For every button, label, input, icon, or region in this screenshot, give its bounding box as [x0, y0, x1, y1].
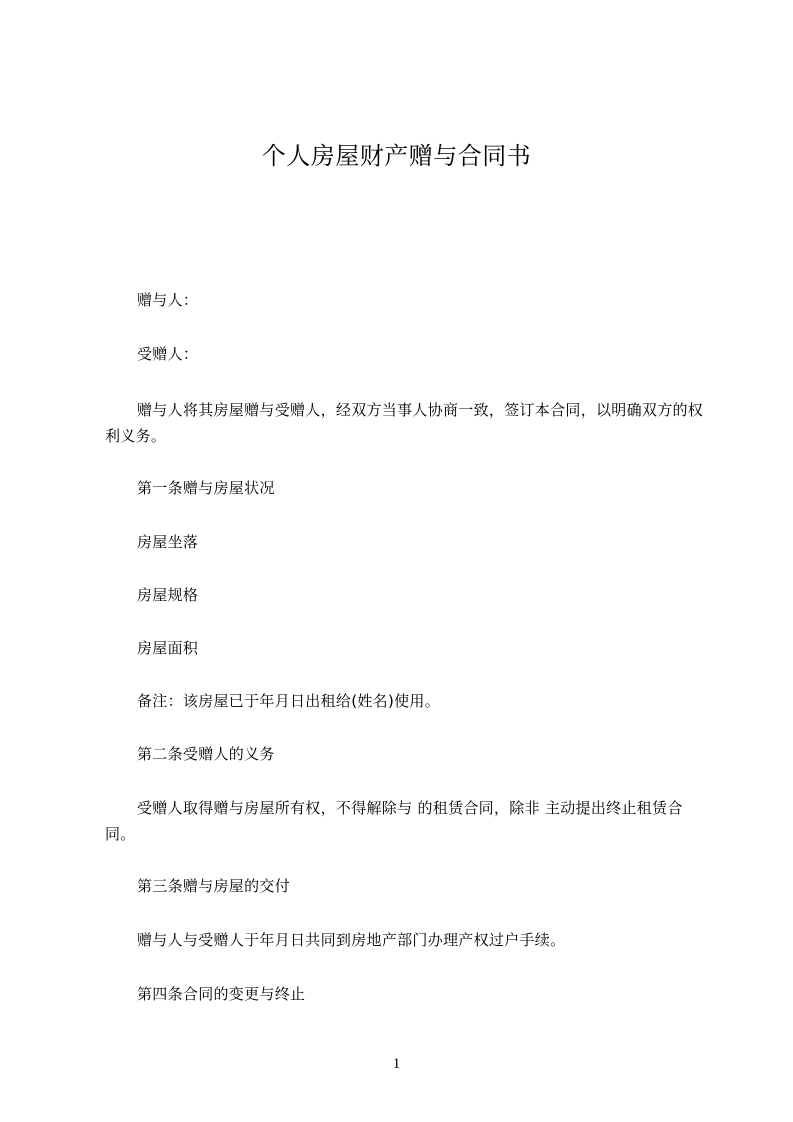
page-number: 1	[392, 1056, 401, 1072]
house-area-line: 房屋面积	[137, 639, 199, 657]
document-title: 个人房屋财产赠与合同书	[261, 142, 532, 170]
preamble-paragraph: 赠与人将其房屋赠与受赠人，经双方当事人协商一致，签订本合同，以明确双方的权利义务。	[105, 401, 704, 445]
article-3-heading: 第三条赠与房屋的交付	[137, 877, 291, 895]
house-location-line: 房屋坐落	[137, 533, 199, 551]
house-specification-line: 房屋规格	[137, 586, 199, 604]
donor-label: 赠与人：	[137, 291, 199, 309]
remark-line: 备注：该房屋已于年月日出租给(姓名)使用。	[137, 692, 441, 710]
article-2-heading: 第二条受赠人的义务	[137, 745, 275, 763]
article-2-paragraph: 受赠人取得赠与房屋所有权，不得解除与 的租赁合同，除非 主动提出终止租赁合同。	[105, 799, 683, 843]
recipient-label: 受赠人：	[137, 345, 199, 363]
article-1-heading: 第一条赠与房屋状况	[137, 479, 275, 497]
article-4-heading: 第四条合同的变更与终止	[137, 985, 306, 1003]
article-3-paragraph: 赠与人与受赠人于年月日共同到房地产部门办理产权过户手续。	[137, 931, 566, 949]
